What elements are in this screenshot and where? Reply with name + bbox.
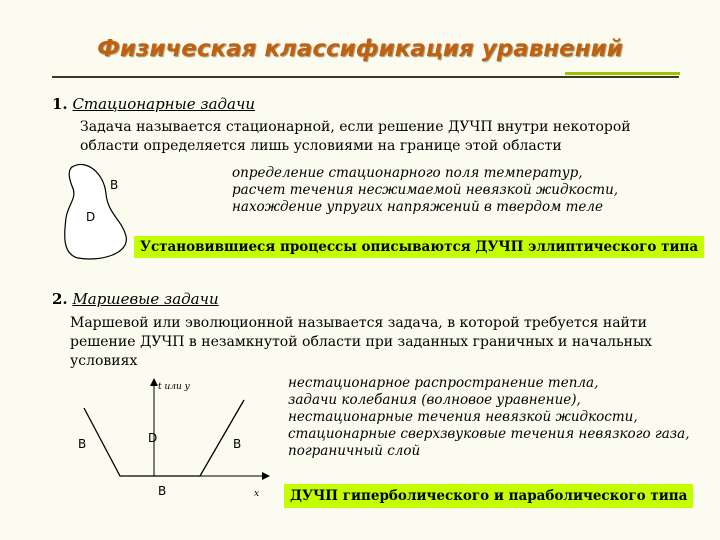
- label-d: D: [148, 431, 158, 445]
- section2-definition-line: условиях: [70, 353, 138, 369]
- elliptic-highlight: Установившиеся процессы описываются ДУЧП эллиптического типа: [134, 236, 704, 258]
- section1-definition-line: Задача называется стационарной, если решение ДУЧП внутри некоторой: [80, 119, 631, 135]
- open-domain-boundary: [84, 400, 244, 476]
- section2-heading: [52, 290, 219, 308]
- example-item: нестационарные течения невязкой жидкости,: [288, 409, 638, 425]
- stationary-domain-diagram: [60, 158, 140, 263]
- label-b: B: [110, 178, 119, 192]
- section2-definition-line: Маршевой или эволюционной называется задача, в которой требуется найти: [70, 315, 647, 331]
- section1-title: Стационарные задачи: [72, 95, 255, 113]
- section2-examples: [288, 375, 689, 460]
- section2-definition-line: решение ДУЧП в незамкнутой области при заданных граничных и начальных: [70, 334, 652, 350]
- label-d: D: [86, 210, 96, 224]
- example-item: пограничный слой: [288, 443, 421, 459]
- section1-definition: [80, 118, 631, 156]
- axis-y-label: t или y: [158, 382, 190, 392]
- example-item: определение стационарного поля температур,: [232, 165, 583, 181]
- section1-heading: [52, 95, 255, 113]
- example-item: стационарные сверхзвуковые течения невязкого газа,: [288, 426, 690, 442]
- label-b-right: B: [233, 437, 242, 451]
- section1-definition-line: области определяется лишь условиями на границе этой области: [80, 138, 562, 154]
- section1-examples: [232, 165, 618, 216]
- section2-title: Маршевые задачи: [72, 290, 219, 308]
- section2-number: 2.: [52, 290, 68, 308]
- example-item: нахождение упругих напряжений в твердом теле: [232, 199, 603, 215]
- label-b-bottom: B: [158, 484, 167, 498]
- example-item: нестационарное распространение тепла,: [288, 375, 599, 391]
- title-accent-bar: [565, 72, 680, 75]
- label-b-left: B: [78, 437, 87, 451]
- section1-number: 1.: [52, 95, 68, 113]
- marching-domain-diagram: [60, 360, 275, 500]
- example-item: расчет течения несжимаемой невязкой жидкости,: [232, 182, 619, 198]
- title-divider: [52, 76, 679, 78]
- example-item: задачи колебания (волновое уравнение),: [288, 392, 581, 408]
- hyperbolic-parabolic-highlight: ДУЧП гиперболического и параболического типа: [284, 484, 693, 508]
- page-title: Физическая классификация уравнений: [97, 36, 623, 62]
- axis-x-label: x: [254, 489, 260, 499]
